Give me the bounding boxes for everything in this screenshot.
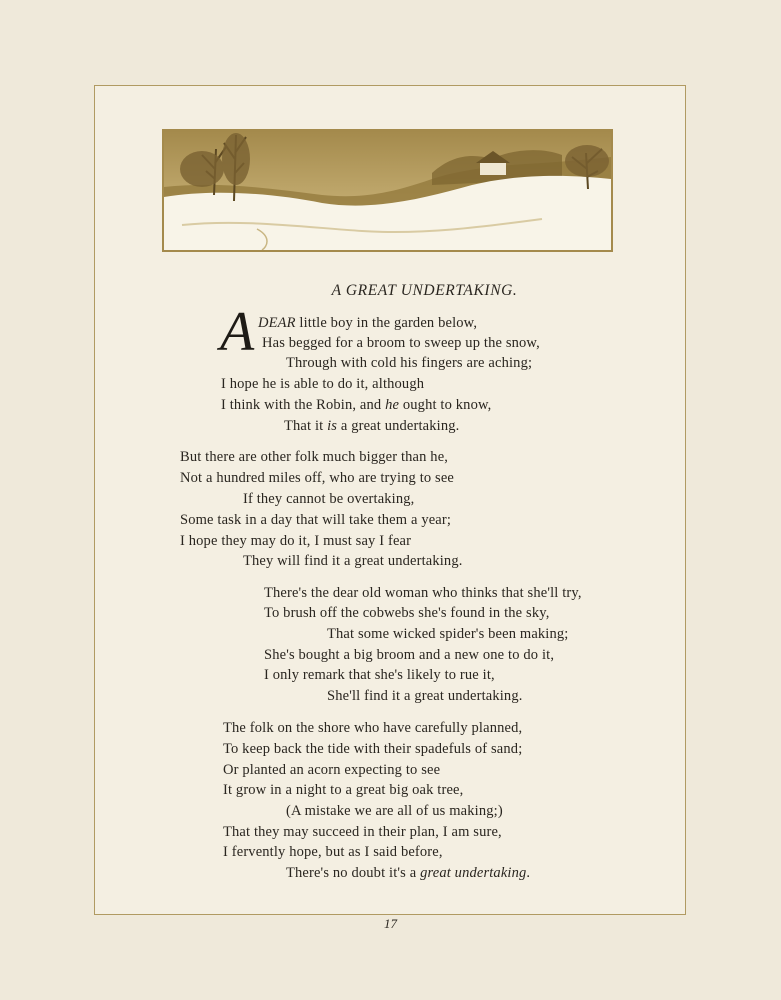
poem-line: She'll find it a great undertaking. [327, 688, 523, 704]
poem-line: There's no doubt it's a great undertaking. [286, 865, 531, 881]
poem-line: It grow in a night to a great big oak tree, [223, 782, 464, 798]
poem-line: Not a hundred miles off, who are trying to see [180, 470, 455, 486]
poem-line: If they cannot be overtaking, [243, 491, 415, 507]
poem-line: Some task in a day that will take them a year; [180, 512, 452, 528]
winter-landscape-illustration [162, 129, 613, 252]
poem-line: To brush off the cobwebs she's found in the sky, [264, 605, 550, 621]
poem-line: I think with the Robin, and he ought to know, [221, 397, 492, 413]
poem-line: That some wicked spider's been making; [327, 626, 569, 642]
poem-line: Has begged for a broom to sweep up the snow, [262, 335, 540, 351]
poem-line: I hope he is able to do it, although [221, 376, 425, 392]
poem-line: (A mistake we are all of us making;) [286, 803, 503, 819]
page-number: 17 [384, 916, 397, 931]
poem-line: That it is a great undertaking. [284, 418, 460, 434]
poem-line: Or planted an acorn expecting to see [223, 762, 441, 778]
poem-line: Through with cold his fingers are aching; [286, 355, 533, 371]
poem-title: A GREAT UNDERTAKING. [331, 282, 518, 299]
poem-line: I only remark that she's likely to rue it, [264, 667, 495, 683]
poem-line: But there are other folk much bigger than he, [180, 449, 449, 465]
poem-line: They will find it a great undertaking. [243, 553, 463, 569]
poem-line: That they may succeed in their plan, I am sure, [223, 824, 502, 840]
poem-line: I fervently hope, but as I said before, [223, 844, 443, 860]
poem-line: There's the dear old woman who thinks that she'll try, [264, 585, 582, 601]
poem-line: DEAR little boy in the garden below, [258, 315, 478, 331]
poem-line: To keep back the tide with their spadefuls of sand; [223, 741, 523, 757]
drop-cap-letter: A [220, 301, 255, 363]
poem-line: I hope they may do it, I must say I fear [180, 533, 412, 549]
poem-line: The folk on the shore who have carefully planned, [223, 720, 523, 736]
poem-line: She's bought a big broom and a new one to do it, [264, 647, 555, 663]
